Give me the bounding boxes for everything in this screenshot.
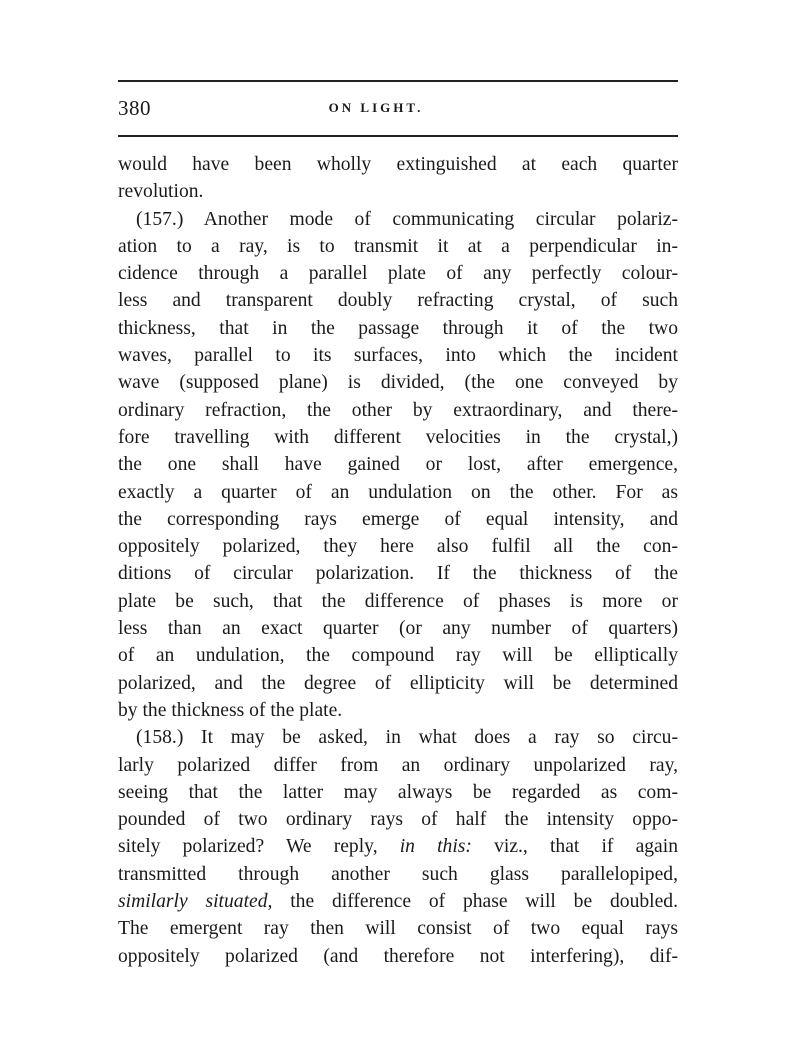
text-run: sitely polarized? We reply, xyxy=(118,836,400,858)
text-line: cidence through a parallel plate of any perfectly colour- xyxy=(118,263,678,285)
italic-phrase: similarly situated, xyxy=(118,891,273,913)
text-line: by the thickness of the plate. xyxy=(118,699,343,721)
italic-phrase: in this: xyxy=(399,836,472,858)
body-text xyxy=(118,151,678,970)
text-line: revolution. xyxy=(118,181,204,203)
text-run: viz., that if again xyxy=(471,836,678,858)
text-line: seeing that the latter may always be regarded as com- xyxy=(118,781,678,803)
text-line: (158.) It may be asked, in what does a ray so circu- xyxy=(136,727,678,749)
header-rule-top xyxy=(118,80,678,82)
text-line: plate be such, that the difference of phases is more or xyxy=(118,590,678,612)
text-line: exactly a quarter of an undulation on the other. For as xyxy=(118,481,678,503)
text-line xyxy=(118,833,678,860)
text-line: thickness, that in the passage through it of the two xyxy=(118,317,678,339)
header-rule-bottom xyxy=(118,135,678,137)
text-line: less than an exact quarter (or any number of quarters) xyxy=(118,618,678,640)
page-header xyxy=(118,96,678,122)
text-line xyxy=(118,888,678,915)
paragraph-157 xyxy=(118,206,678,725)
text-line: the corresponding rays emerge of equal intensity, and xyxy=(118,508,678,530)
text-line: waves, parallel to its surfaces, into which the incident xyxy=(118,345,678,367)
text-line: (157.) Another mode of communicating circular polariz- xyxy=(136,208,678,230)
text-line: wave (supposed plane) is divided, (the one conveyed by xyxy=(118,372,678,394)
text-line: larly polarized differ from an ordinary unpolarized ray, xyxy=(118,754,678,776)
text-line: pounded of two ordinary rays of half the intensity oppo- xyxy=(118,809,678,831)
text-line: oppositely polarized (and therefore not interfering), dif- xyxy=(118,945,678,967)
page-number: 380 xyxy=(118,96,151,120)
text-line: polarized, and the degree of ellipticity will be determined xyxy=(118,672,678,694)
text-line: less and transparent doubly refracting crystal, of such xyxy=(118,290,678,312)
text-line: of an undulation, the compound ray will be elliptically xyxy=(118,645,678,667)
text-line: ation to a ray, is to transmit it at a perpendicular in- xyxy=(118,235,678,257)
text-line: the one shall have gained or lost, after emergence, xyxy=(118,454,678,476)
text-line: fore travelling with different velocities in the crystal,) xyxy=(118,426,678,448)
text-line: oppositely polarized, they here also fulfil all the con- xyxy=(118,536,678,558)
text-line: would have been wholly extinguished at each quarter xyxy=(118,154,678,175)
text-line: ordinary refraction, the other by extraordinary, and there- xyxy=(118,399,678,421)
text-run: the difference of phase will be doubled. xyxy=(272,891,678,913)
paragraph-intro xyxy=(118,151,678,206)
paragraph-158 xyxy=(118,724,678,970)
running-head: ON LIGHT. xyxy=(328,100,424,115)
text-line: ditions of circular polarization. If the thickness of the xyxy=(118,563,678,585)
text-line: The emergent ray then will consist of two equal rays xyxy=(118,918,678,940)
text-line: transmitted through another such glass parallelopiped, xyxy=(118,863,678,885)
